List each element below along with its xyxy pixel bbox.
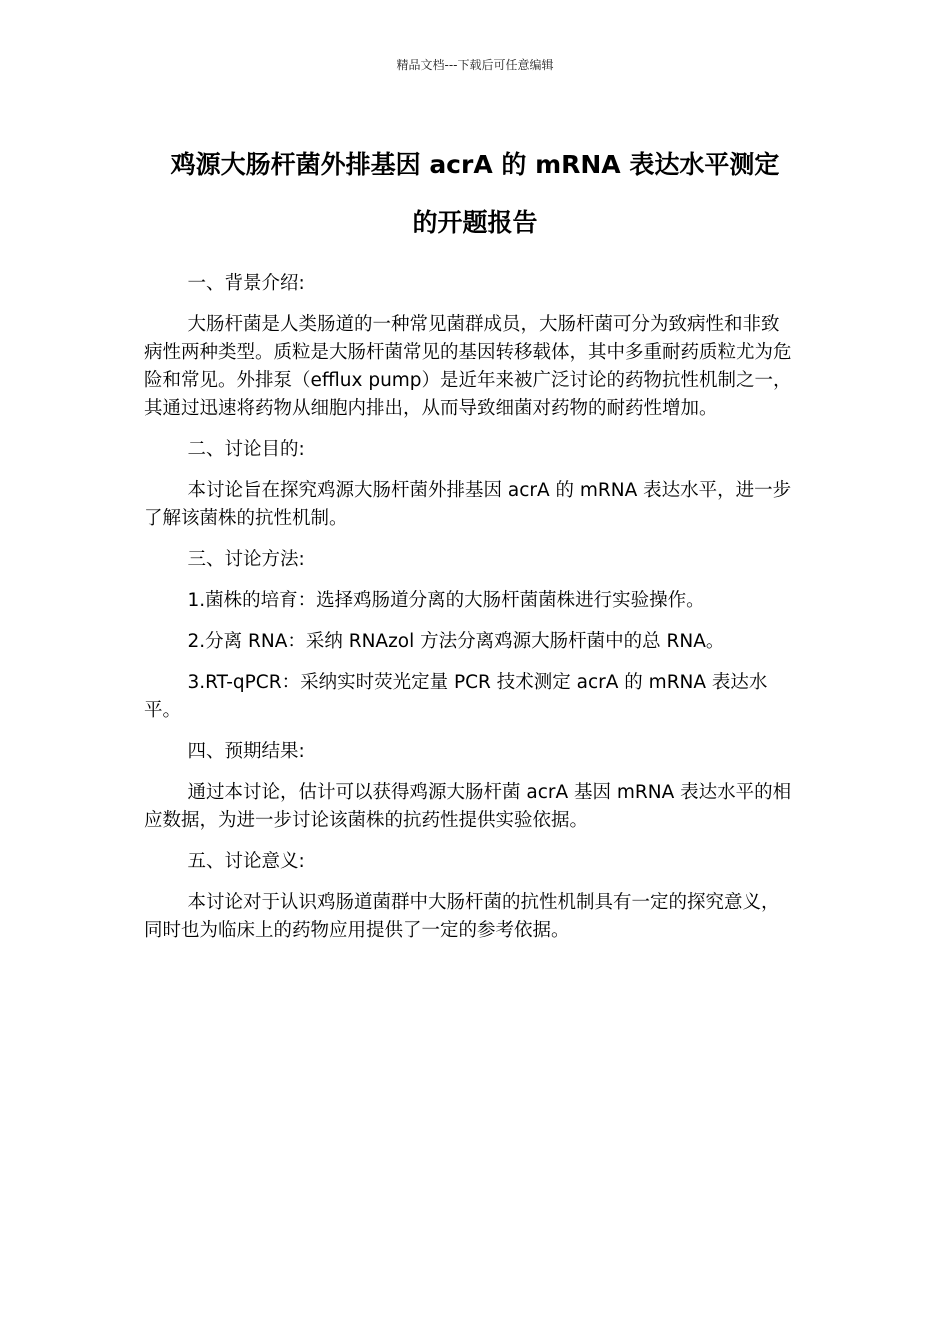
section-heading-significance: 五、讨论意义: — [187, 851, 305, 872]
section-body-expected-results: 通过本讨论，估计可以获得鸡源大肠杆菌 acrA 基因 mRNA 表达水平的相应数据，为进一步讨论该菌株的抗药性提供实验依据。 — [144, 782, 792, 831]
document-body — [144, 270, 796, 958]
document-title — [140, 136, 810, 252]
section-heading-expected-results: 四、预期结果: — [187, 741, 305, 762]
title-line-2: 的开题报告 — [412, 208, 538, 237]
method-item-1: 1.菌株的培育：选择鸡肠道分离的大肠杆菌菌株进行实验操作。 — [187, 590, 705, 611]
page-header: 精品文档---下载后可任意编辑 — [396, 58, 554, 72]
section-heading-purpose: 二、讨论目的: — [187, 439, 305, 460]
section-heading-background: 一、背景介绍: — [187, 273, 305, 294]
title-line-1: 鸡源大肠杆菌外排基因 acrA 的 mRNA 表达水平测定 — [170, 150, 780, 179]
method-item-2: 2.分离 RNA：采纳 RNAzol 方法分离鸡源大肠杆菌中的总 RNA。 — [187, 631, 725, 652]
section-body-significance: 本讨论对于认识鸡肠道菌群中大肠杆菌的抗性机制具有一定的探究意义，同时也为临床上的药物应用提供了一定的参考依据。 — [144, 892, 780, 941]
section-body-background: 大肠杆菌是人类肠道的一种常见菌群成员，大肠杆菌可分为致病性和非致病性两种类型。质粒是大肠杆菌常见的基因转移载体，其中多重耐药质粒尤为危险和常见。外排泵（efflux pump）是近年来被广泛讨论的药物抗性机制之一，其通过迅速将药物从细胞内排出，从而导致细菌对药物的耐药性增加。 — [144, 314, 792, 419]
method-item-3: 3.RT-qPCR：采纳实时荧光定量 PCR 技术测定 acrA 的 mRNA 表达水平。 — [144, 672, 768, 721]
section-body-purpose: 本讨论旨在探究鸡源大肠杆菌外排基因 acrA 的 mRNA 表达水平，进一步了解该菌株的抗性机制。 — [144, 480, 792, 529]
section-heading-methods: 三、讨论方法: — [187, 549, 305, 570]
